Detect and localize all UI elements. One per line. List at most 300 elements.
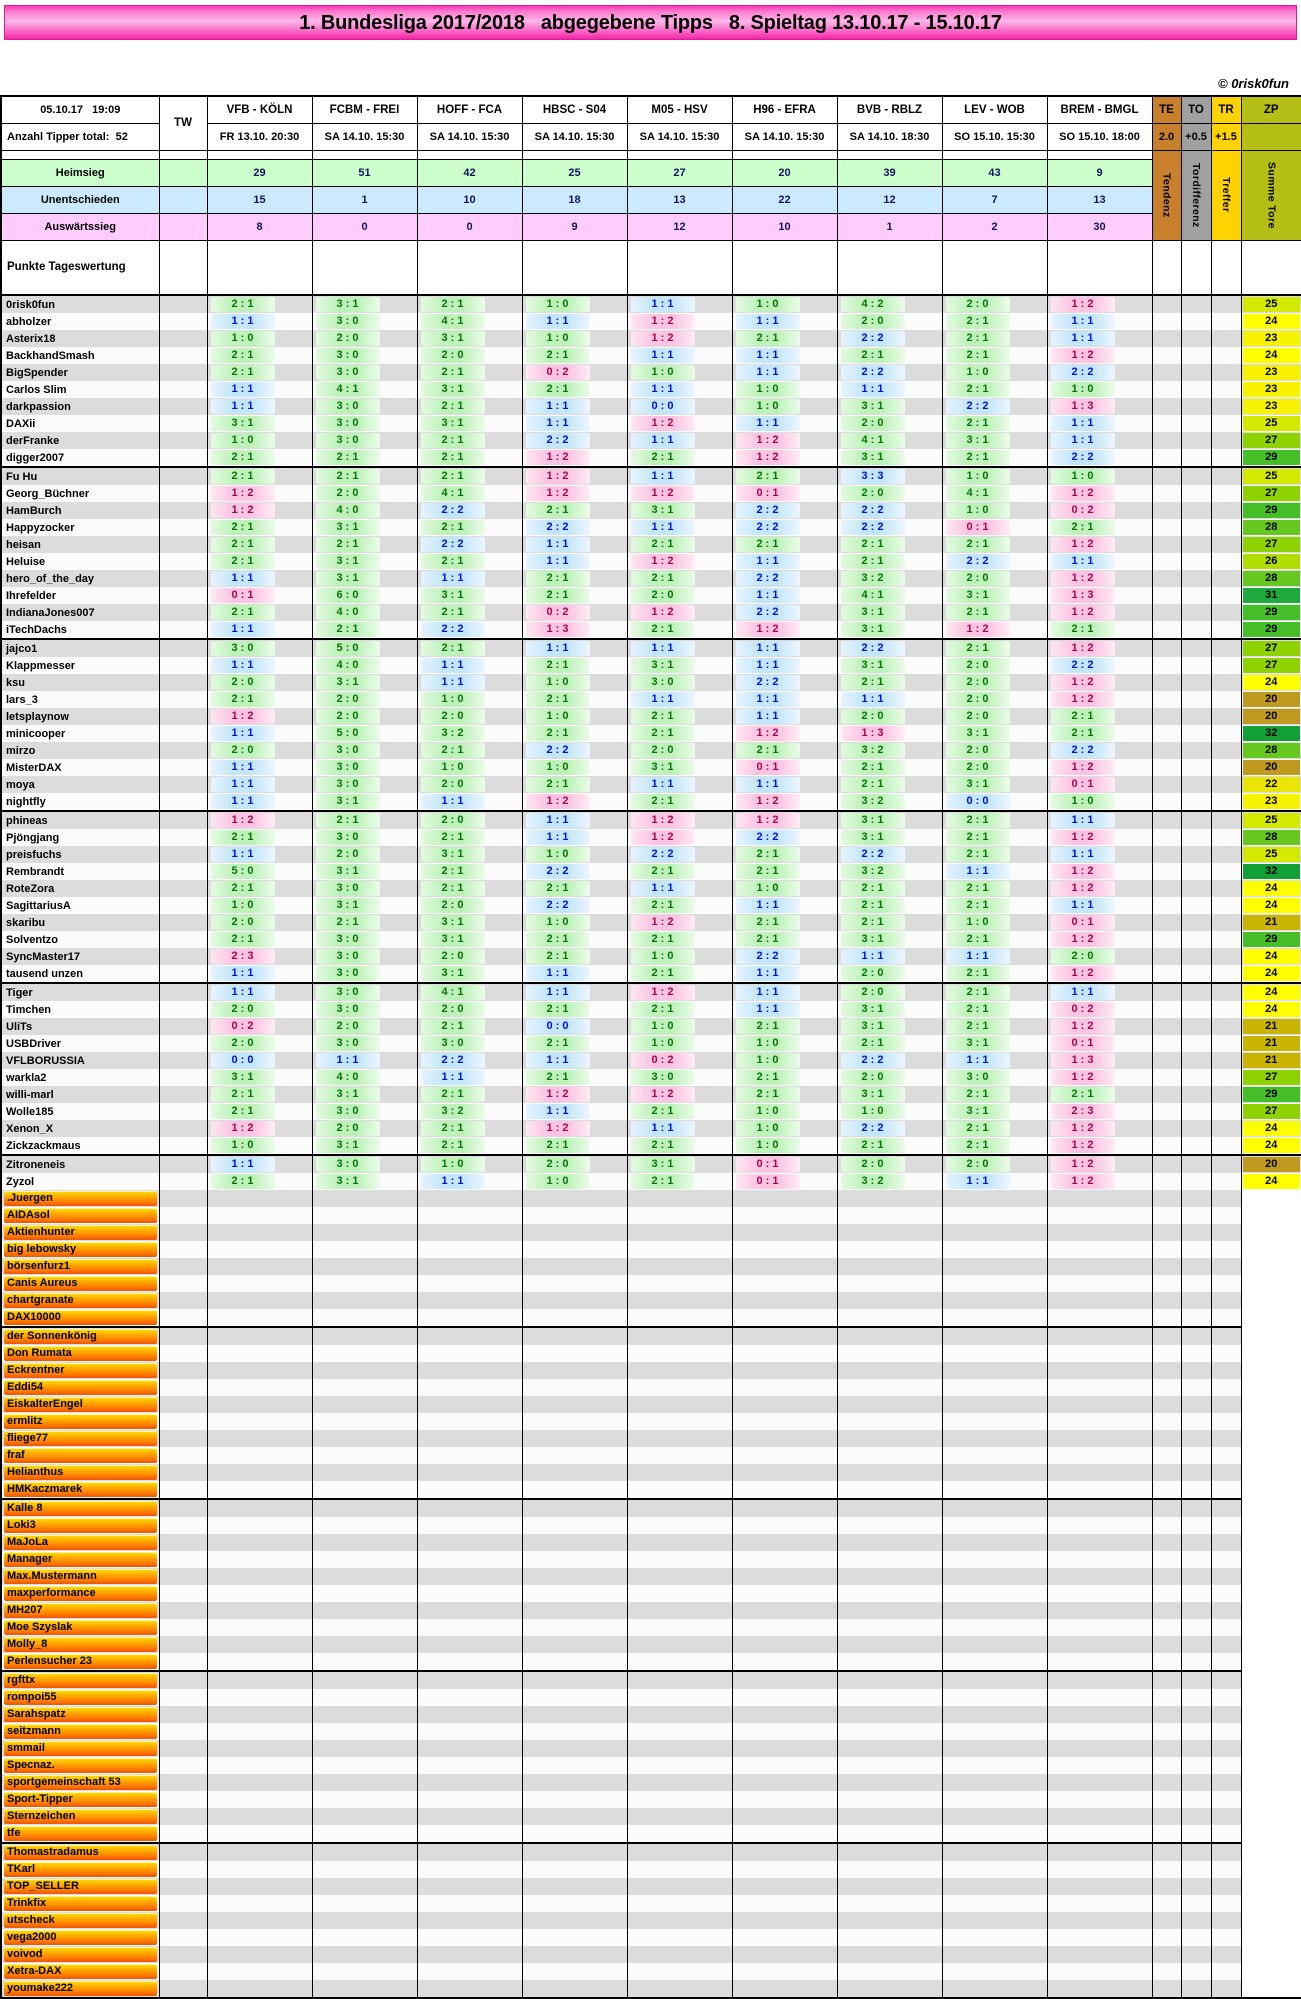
- tipper-row: [1, 313, 1301, 330]
- tip-value: 1 : 1: [1051, 416, 1115, 431]
- tip-value: 1 : 1: [631, 433, 695, 448]
- tip-cell: [207, 829, 312, 846]
- tipper-name: preisfuchs: [1, 846, 159, 863]
- tip-cell: [417, 587, 522, 604]
- tip-cell: [522, 347, 627, 364]
- tip-value: 3 : 0: [316, 985, 380, 1000]
- tip-cell: [1047, 1155, 1152, 1173]
- tipper-row: [1, 295, 1301, 313]
- tip-cell: [417, 364, 522, 381]
- extra-cell: [1181, 381, 1211, 398]
- tipper-row: [1, 621, 1301, 639]
- tw-cell: [159, 587, 207, 604]
- tip-value: 6 : 0: [316, 588, 380, 603]
- tipper-name: Wolle185: [1, 1103, 159, 1120]
- tip-cell: [1047, 639, 1152, 657]
- tip-value: 3 : 1: [421, 847, 485, 862]
- non-tipper-name-cell: [1, 1396, 159, 1413]
- tip-cell: [732, 1137, 837, 1155]
- tw-cell: [159, 1018, 207, 1035]
- tip-value: 1 : 1: [736, 692, 800, 707]
- tw-cell: [159, 863, 207, 880]
- tip-value: 2 : 1: [631, 794, 695, 809]
- tip-cell: [837, 811, 942, 829]
- tip-value: 2 : 1: [841, 760, 905, 775]
- tipper-row: [1, 587, 1301, 604]
- extra-cell: [1181, 502, 1211, 519]
- tip-cell: [627, 587, 732, 604]
- extra-cell: [1181, 846, 1211, 863]
- tip-cell: [837, 449, 942, 467]
- tip-value: 2 : 0: [211, 675, 275, 690]
- tip-value: 3 : 0: [316, 830, 380, 845]
- tipper-name: derFranke: [1, 432, 159, 449]
- tip-value: 1 : 2: [631, 915, 695, 930]
- tip-cell: [207, 725, 312, 742]
- tip-cell: [207, 1001, 312, 1018]
- tipper-name: hero_of_the_day: [1, 570, 159, 587]
- extra-column-code-te: TE: [1152, 96, 1181, 123]
- tip-value: 2 : 0: [841, 709, 905, 724]
- tip-cell: [1047, 502, 1152, 519]
- tip-value: 1 : 1: [736, 348, 800, 363]
- match-header: LEV - WOB: [942, 96, 1047, 123]
- tip-value: 1 : 1: [841, 949, 905, 964]
- extra-cell: [1181, 948, 1211, 965]
- tip-value: 2 : 0: [841, 314, 905, 329]
- tip-cell: [417, 846, 522, 863]
- tip-cell: [522, 432, 627, 449]
- non-tipper-name-cell: [1, 1447, 159, 1464]
- zp-value: 25: [1243, 813, 1301, 828]
- tip-cell: [942, 897, 1047, 914]
- extra-cell: [1211, 811, 1241, 829]
- tip-value: 1 : 1: [631, 777, 695, 792]
- tip-value: 1 : 1: [631, 692, 695, 707]
- tip-value: 1 : 1: [211, 571, 275, 586]
- tip-value: 1 : 0: [1051, 382, 1115, 397]
- tip-cell: [312, 449, 417, 467]
- tip-cell: [207, 880, 312, 897]
- tip-cell: [627, 897, 732, 914]
- tip-cell: [627, 863, 732, 880]
- tip-value: 3 : 0: [316, 777, 380, 792]
- tip-cell: [417, 708, 522, 725]
- tip-value: 3 : 2: [841, 794, 905, 809]
- extra-cell: [1152, 381, 1181, 398]
- tip-cell: [1047, 793, 1152, 811]
- zp-cell: [1241, 347, 1301, 364]
- non-tipper-name: big lebowsky: [4, 1242, 157, 1257]
- tip-value: 2 : 2: [526, 864, 590, 879]
- tip-value: 3 : 0: [316, 365, 380, 380]
- tip-cell: [837, 1018, 942, 1035]
- tip-value: 4 : 1: [841, 433, 905, 448]
- tw-cell: [159, 467, 207, 485]
- non-tipper-row: [1, 1671, 1301, 1689]
- tip-value: 3 : 0: [316, 348, 380, 363]
- tip-value: 1 : 1: [631, 1121, 695, 1136]
- tip-value: 3 : 1: [841, 813, 905, 828]
- tip-value: 1 : 0: [736, 382, 800, 397]
- zp-cell: [1241, 965, 1301, 983]
- tip-value: 1 : 1: [631, 881, 695, 896]
- tip-cell: [627, 502, 732, 519]
- tip-value: 3 : 0: [316, 760, 380, 775]
- tip-cell: [837, 381, 942, 398]
- tip-value: 1 : 1: [1051, 433, 1115, 448]
- extra-cell: [1152, 983, 1181, 1001]
- non-tipper-row: [1, 1791, 1301, 1808]
- tip-cell: [522, 639, 627, 657]
- tip-cell: [207, 587, 312, 604]
- tip-cell: [732, 1069, 837, 1086]
- tip-cell: [1047, 1001, 1152, 1018]
- zp-value: 23: [1243, 794, 1301, 809]
- tip-value: 1 : 1: [526, 1104, 590, 1119]
- tip-value: 2 : 0: [421, 348, 485, 363]
- tip-value: 1 : 1: [526, 399, 590, 414]
- tip-cell: [417, 1173, 522, 1190]
- tip-value: 1 : 2: [1051, 1121, 1115, 1136]
- page-title: 1. Bundesliga 2017/2018 abgegebene Tipps 8. Spieltag 13.10.17 - 15.10.17: [4, 5, 1297, 40]
- tip-cell: [837, 1001, 942, 1018]
- zp-value: 29: [1243, 605, 1301, 620]
- zp-cell: [1241, 897, 1301, 914]
- tip-cell: [417, 347, 522, 364]
- tip-value: 2 : 2: [841, 847, 905, 862]
- tip-cell: [312, 1001, 417, 1018]
- summary-row: [1, 186, 1301, 213]
- tip-cell: [942, 364, 1047, 381]
- tip-cell: [1047, 398, 1152, 415]
- summary-value: 25: [522, 159, 627, 186]
- tipper-row: [1, 897, 1301, 914]
- extra-cell: [1152, 415, 1181, 432]
- extra-cell: [1152, 1069, 1181, 1086]
- tip-cell: [942, 811, 1047, 829]
- extra-cell: [1152, 708, 1181, 725]
- tip-value: 2 : 2: [946, 399, 1010, 414]
- tip-cell: [312, 691, 417, 708]
- extra-cell: [1181, 793, 1211, 811]
- tip-cell: [207, 313, 312, 330]
- tip-value: 2 : 2: [736, 520, 800, 535]
- tip-value: 2 : 1: [316, 469, 380, 484]
- tip-cell: [732, 829, 837, 846]
- tipper-name: Zyzol: [1, 1173, 159, 1190]
- tip-cell: [627, 1103, 732, 1120]
- tip-value: 3 : 1: [316, 554, 380, 569]
- tip-cell: [1047, 965, 1152, 983]
- tip-value: 3 : 1: [841, 605, 905, 620]
- tip-cell: [732, 742, 837, 759]
- non-tipper-name: fraf: [4, 1448, 157, 1463]
- tip-value: 2 : 1: [631, 932, 695, 947]
- tip-value: 3 : 2: [841, 743, 905, 758]
- extra-cell: [1211, 725, 1241, 742]
- tip-cell: [837, 467, 942, 485]
- non-tipper-name: HMKaczmarek: [4, 1482, 157, 1497]
- tip-value: 1 : 1: [316, 1053, 380, 1068]
- tip-cell: [522, 415, 627, 432]
- tipper-row: [1, 1173, 1301, 1190]
- tip-value: 2 : 2: [1051, 743, 1115, 758]
- tip-value: 1 : 2: [211, 486, 275, 501]
- tip-value: 1 : 1: [1051, 331, 1115, 346]
- report-timestamp: 05.10.17 19:09: [1, 96, 159, 123]
- extra-cell: [1181, 604, 1211, 621]
- tip-value: 1 : 2: [1051, 932, 1115, 947]
- tipper-name: BigSpender: [1, 364, 159, 381]
- tip-cell: [207, 776, 312, 793]
- tip-value: 2 : 1: [526, 571, 590, 586]
- tw-cell: [159, 1035, 207, 1052]
- tip-value: 1 : 1: [526, 1053, 590, 1068]
- tw-cell: [159, 485, 207, 502]
- tip-cell: [942, 1173, 1047, 1190]
- tipper-row: [1, 1001, 1301, 1018]
- tip-cell: [417, 1069, 522, 1086]
- tip-cell: [312, 381, 417, 398]
- tip-cell: [837, 347, 942, 364]
- tip-cell: [1047, 1086, 1152, 1103]
- tip-cell: [837, 880, 942, 897]
- tip-cell: [417, 880, 522, 897]
- non-tipper-name-cell: [1, 1362, 159, 1379]
- non-tipper-row: [1, 1653, 1301, 1671]
- zp-cell: [1241, 330, 1301, 347]
- tip-value: 1 : 2: [736, 622, 800, 637]
- tip-value: 3 : 0: [631, 1070, 695, 1085]
- extra-cell: [1181, 759, 1211, 776]
- tip-cell: [207, 1137, 312, 1155]
- zp-cell: [1241, 1035, 1301, 1052]
- zp-cell: [1241, 467, 1301, 485]
- tip-value: 1 : 2: [526, 450, 590, 465]
- tip-value: 2 : 0: [316, 1121, 380, 1136]
- tip-value: 2 : 1: [1051, 622, 1115, 637]
- tip-cell: [1047, 604, 1152, 621]
- zp-value: 24: [1243, 949, 1301, 964]
- extra-cell: [1211, 931, 1241, 948]
- tip-value: 2 : 1: [1051, 709, 1115, 724]
- tip-value: 2 : 0: [421, 777, 485, 792]
- extra-cell: [1152, 965, 1181, 983]
- extra-cell: [1152, 295, 1181, 313]
- non-tipper-name: Thomastradamus: [4, 1845, 157, 1860]
- tip-cell: [312, 725, 417, 742]
- tip-cell: [837, 759, 942, 776]
- non-tipper-name: fliege77: [4, 1431, 157, 1446]
- tip-value: 4 : 1: [421, 314, 485, 329]
- zp-cell: [1241, 604, 1301, 621]
- tw-cell: [159, 1137, 207, 1155]
- tip-value: 1 : 0: [1051, 469, 1115, 484]
- non-tipper-name: MH207: [4, 1603, 157, 1618]
- summary-value: 12: [837, 186, 942, 213]
- tip-cell: [732, 759, 837, 776]
- tipper-name: 0risk0fun: [1, 295, 159, 313]
- non-tipper-row: [1, 1757, 1301, 1774]
- match-kickoff: SA 14.10. 15:30: [417, 123, 522, 150]
- tip-value: 2 : 2: [631, 847, 695, 862]
- tip-value: 2 : 1: [946, 1138, 1010, 1153]
- tip-cell: [417, 1120, 522, 1137]
- tip-value: 2 : 3: [1051, 1104, 1115, 1119]
- tip-cell: [627, 1001, 732, 1018]
- non-tipper-name-cell: [1, 1757, 159, 1774]
- tip-value: 1 : 1: [631, 348, 695, 363]
- zp-value: 27: [1243, 433, 1301, 448]
- extra-cell: [1152, 811, 1181, 829]
- tip-cell: [837, 914, 942, 931]
- extra-column-code-tr: TR: [1211, 96, 1241, 123]
- tip-value: 3 : 0: [316, 1036, 380, 1051]
- tip-value: 1 : 0: [736, 399, 800, 414]
- non-tipper-name: Eddi54: [4, 1380, 157, 1395]
- tip-cell: [732, 330, 837, 347]
- extra-cell: [1181, 725, 1211, 742]
- tip-value: 1 : 1: [736, 416, 800, 431]
- match-kickoff: SA 14.10. 18:30: [837, 123, 942, 150]
- non-tipper-name: Aktienhunter: [4, 1225, 157, 1240]
- tip-value: 1 : 2: [1051, 1070, 1115, 1085]
- tip-cell: [417, 536, 522, 553]
- tipper-name: darkpassion: [1, 398, 159, 415]
- extra-cell: [1211, 1103, 1241, 1120]
- tip-value: 2 : 1: [631, 622, 695, 637]
- extra-cell: [1152, 829, 1181, 846]
- tip-value: 2 : 1: [946, 1121, 1010, 1136]
- tip-cell: [837, 330, 942, 347]
- tip-cell: [1047, 553, 1152, 570]
- zp-cell: [1241, 1069, 1301, 1086]
- tip-value: 2 : 1: [631, 966, 695, 981]
- tip-cell: [837, 1137, 942, 1155]
- tip-cell: [312, 1069, 417, 1086]
- tip-cell: [312, 708, 417, 725]
- tip-cell: [627, 931, 732, 948]
- non-tipper-name: utscheck: [4, 1913, 157, 1928]
- tip-value: 2 : 2: [526, 520, 590, 535]
- tip-cell: [312, 897, 417, 914]
- tw-cell: [159, 1001, 207, 1018]
- non-tipper-name: maxperformance: [4, 1586, 157, 1601]
- tipper-row: [1, 1035, 1301, 1052]
- tip-cell: [837, 725, 942, 742]
- tip-value: 2 : 1: [631, 1174, 695, 1189]
- tip-value: 3 : 1: [316, 1174, 380, 1189]
- tip-value: 0 : 1: [736, 1174, 800, 1189]
- tip-value: 1 : 2: [736, 450, 800, 465]
- tip-cell: [1047, 1052, 1152, 1069]
- non-tipper-name-cell: [1, 1585, 159, 1602]
- tip-cell: [522, 965, 627, 983]
- tipper-row: [1, 398, 1301, 415]
- tip-cell: [312, 313, 417, 330]
- tw-cell: [159, 742, 207, 759]
- tip-cell: [837, 965, 942, 983]
- extra-cell: [1211, 657, 1241, 674]
- tip-cell: [837, 519, 942, 536]
- tip-cell: [207, 708, 312, 725]
- tip-value: 3 : 0: [316, 314, 380, 329]
- extra-cell: [1152, 776, 1181, 793]
- tipper-name: mirzo: [1, 742, 159, 759]
- tipper-name: skaribu: [1, 914, 159, 931]
- tip-cell: [312, 914, 417, 931]
- zp-cell: [1241, 948, 1301, 965]
- zp-value: 24: [1243, 1002, 1301, 1017]
- tip-value: 1 : 1: [946, 1174, 1010, 1189]
- tw-cell: [159, 829, 207, 846]
- extra-cell: [1181, 776, 1211, 793]
- zp-cell: [1241, 639, 1301, 657]
- tip-value: 0 : 2: [631, 1053, 695, 1068]
- zp-cell: [1241, 313, 1301, 330]
- tip-value: 1 : 0: [526, 709, 590, 724]
- non-tipper-row: [1, 1464, 1301, 1481]
- extra-cell: [1152, 793, 1181, 811]
- tip-cell: [942, 570, 1047, 587]
- tipper-name: Solventzo: [1, 931, 159, 948]
- tip-cell: [627, 639, 732, 657]
- match-kickoff: SA 14.10. 15:30: [522, 123, 627, 150]
- tip-value: 1 : 0: [526, 1174, 590, 1189]
- tip-cell: [207, 931, 312, 948]
- extra-cell: [1181, 1137, 1211, 1155]
- zp-value: 20: [1243, 1157, 1301, 1172]
- non-tipper-name-cell: [1, 1740, 159, 1757]
- tip-cell: [942, 621, 1047, 639]
- tip-value: 3 : 1: [316, 898, 380, 913]
- tip-cell: [732, 1086, 837, 1103]
- extra-cell: [1211, 863, 1241, 880]
- tip-value: 0 : 0: [211, 1053, 275, 1068]
- tip-value: 2 : 0: [841, 1157, 905, 1172]
- tip-value: 2 : 1: [526, 932, 590, 947]
- tipper-row: [1, 725, 1301, 742]
- zp-cell: [1241, 449, 1301, 467]
- tip-cell: [522, 1001, 627, 1018]
- tip-value: 1 : 2: [526, 1121, 590, 1136]
- tip-cell: [627, 1120, 732, 1137]
- tip-value: 2 : 1: [526, 588, 590, 603]
- tip-cell: [837, 829, 942, 846]
- tipper-row: [1, 449, 1301, 467]
- tip-cell: [417, 776, 522, 793]
- extra-cell: [1181, 1069, 1211, 1086]
- tip-value: 2 : 1: [421, 433, 485, 448]
- tipper-row: [1, 330, 1301, 347]
- tip-value: 2 : 1: [841, 777, 905, 792]
- tip-value: 0 : 2: [1051, 503, 1115, 518]
- tip-cell: [417, 742, 522, 759]
- tip-cell: [522, 983, 627, 1001]
- tip-value: 1 : 0: [526, 331, 590, 346]
- match-kickoff: FR 13.10. 20:30: [207, 123, 312, 150]
- tip-value: 2 : 1: [526, 881, 590, 896]
- tip-value: 2 : 1: [316, 915, 380, 930]
- tip-value: 1 : 2: [526, 486, 590, 501]
- tipper-name: Klappmesser: [1, 657, 159, 674]
- extra-cell: [1152, 1018, 1181, 1035]
- tip-cell: [417, 897, 522, 914]
- tip-cell: [1047, 1018, 1152, 1035]
- extra-column-code-to: TO: [1181, 96, 1211, 123]
- zp-cell: [1241, 931, 1301, 948]
